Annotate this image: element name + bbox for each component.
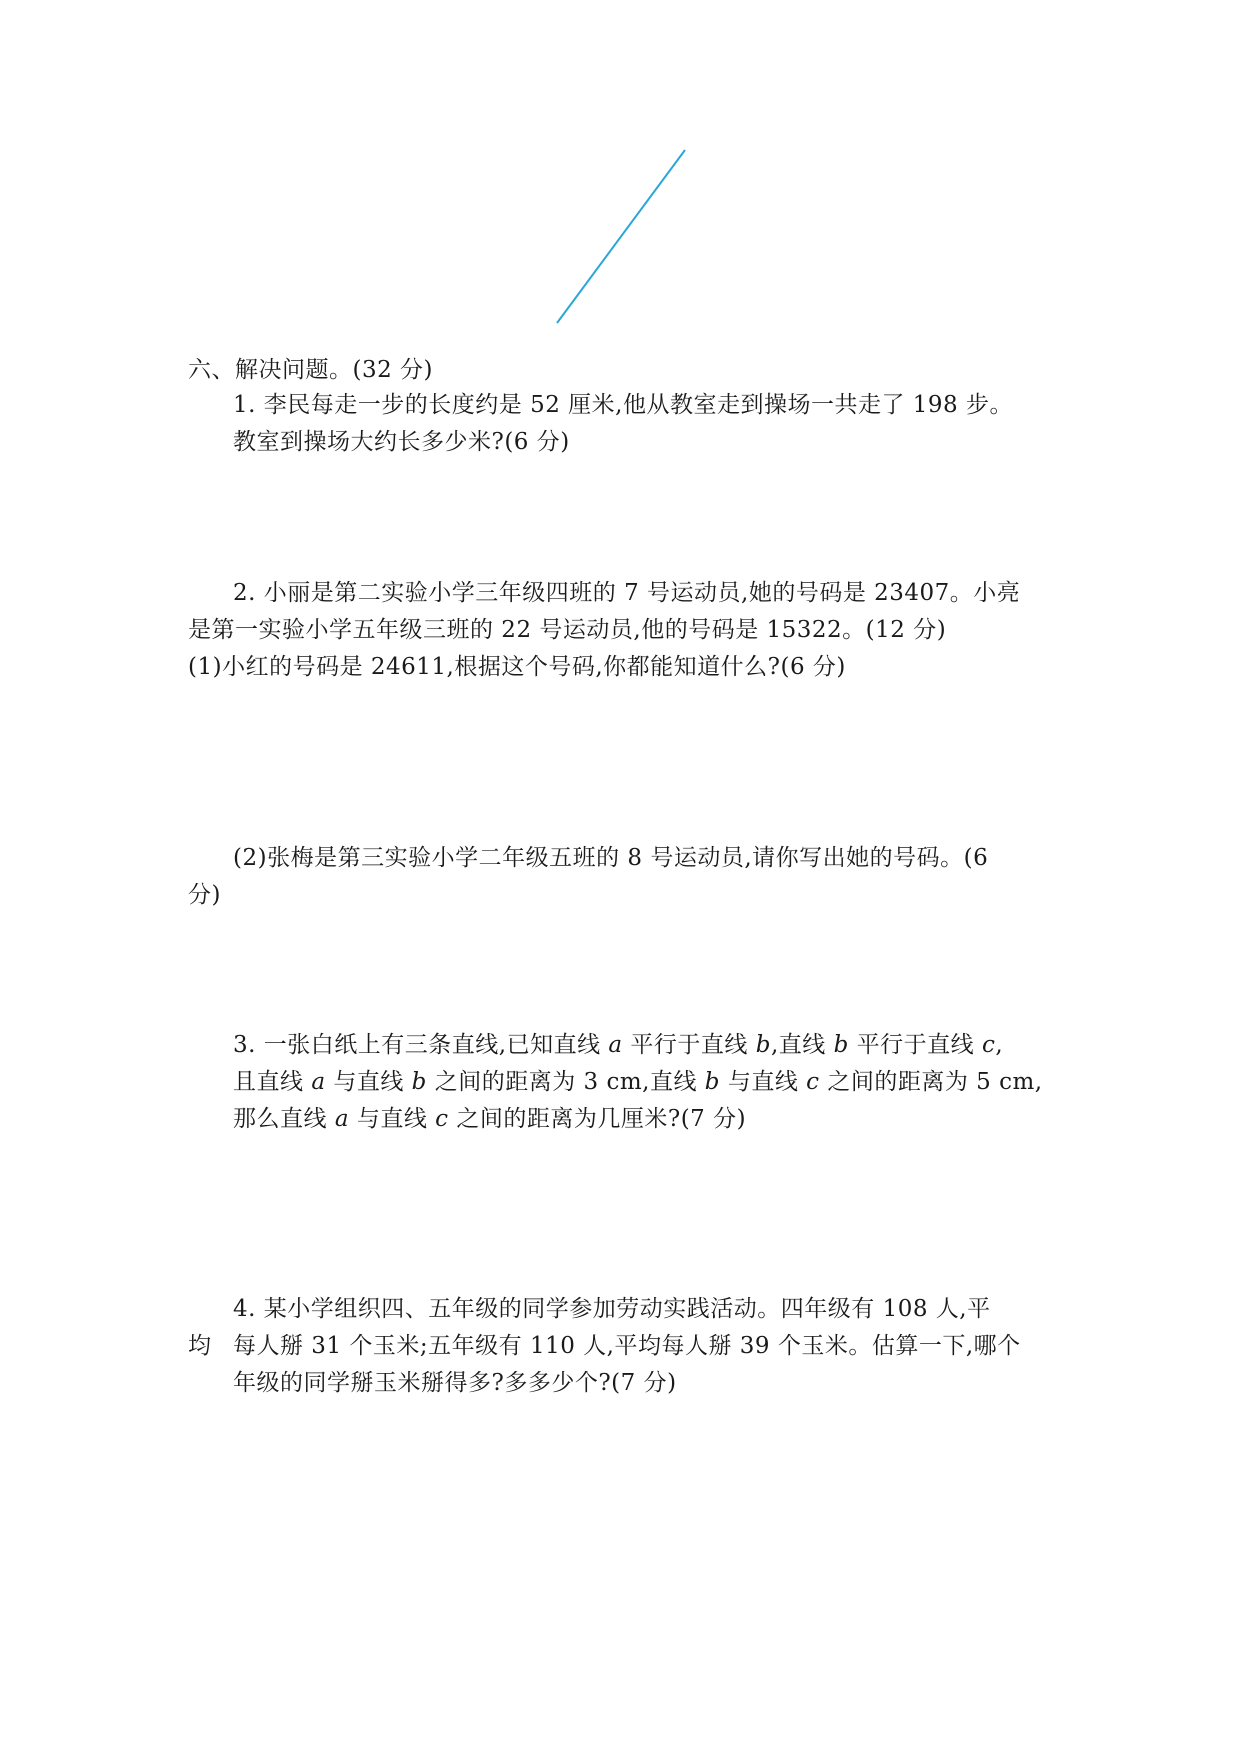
q3-text: ,: [995, 1032, 1004, 1058]
var-b: b: [833, 1032, 849, 1058]
q4-line1: 4. 某小学组织四、五年级的同学参加劳动实践活动。四年级有 108 人,平: [233, 1296, 991, 1322]
q3-text: 且直线: [233, 1069, 312, 1095]
q3-text: 之间的距离为 3 cm,直线: [426, 1069, 705, 1095]
var-b: b: [704, 1069, 721, 1095]
var-b: b: [411, 1069, 427, 1095]
q2-line1: 2. 小丽是第二实验小学三年级四班的 7 号运动员,她的号码是 23407。小亮: [233, 580, 1021, 606]
q3-line2: [233, 1067, 1043, 1097]
q3-text: ,直线: [770, 1032, 834, 1058]
q1-line1: 1. 李民每走一步的长度约是 52 厘米,他从教室走到操场一共走了 198 步。: [233, 392, 1013, 418]
q3-text: 与直线: [720, 1069, 807, 1095]
var-c: c: [806, 1069, 820, 1095]
q1-line2: 教室到操场大约长多少米?(6 分): [233, 429, 570, 455]
var-c: c: [435, 1106, 449, 1132]
q3-line1: [233, 1030, 1003, 1060]
section-heading: 六、解决问题。(32 分): [188, 357, 434, 383]
q2-sub2-line2: 分): [188, 882, 221, 908]
q3-text: 与直线: [349, 1106, 436, 1132]
var-b: b: [755, 1032, 771, 1058]
q2-line2: 是第一实验小学五年级三班的 22 号运动员,他的号码是 15322。(12 分): [188, 617, 947, 643]
var-a: a: [334, 1106, 350, 1132]
q3-text: 之间的距离为几厘米?(7 分): [448, 1106, 747, 1132]
q3-line3: [233, 1104, 746, 1134]
q4-line3: 年级的同学掰玉米掰得多?多多少个?(7 分): [233, 1370, 677, 1396]
q3-text: 平行于直线: [848, 1032, 982, 1058]
q4-line2: 每人掰 31 个玉米;五年级有 110 人,平均每人掰 39 个玉米。估算一下,哪个: [233, 1333, 1021, 1359]
var-a: a: [608, 1032, 623, 1058]
diagonal-line-figure: [0, 0, 1241, 340]
q3-text: 平行于直线: [622, 1032, 756, 1058]
q3-text: 之间的距离为 5 cm,: [819, 1069, 1043, 1095]
var-a: a: [311, 1069, 326, 1095]
var-c: c: [981, 1032, 996, 1058]
q2-sub1: (1)小红的号码是 24611,根据这个号码,你都能知道什么?(6 分): [188, 654, 846, 680]
q4-margin-char: 均: [188, 1333, 212, 1359]
diagonal-line: [557, 150, 685, 323]
q3-text: 与直线: [325, 1069, 412, 1095]
q2-sub2-line1: (2)张梅是第三实验小学二年级五班的 8 号运动员,请你写出她的号码。(6: [233, 845, 989, 871]
q3-text: 那么直线: [233, 1106, 335, 1132]
q3-text: 3. 一张白纸上有三条直线,已知直线: [233, 1032, 609, 1058]
